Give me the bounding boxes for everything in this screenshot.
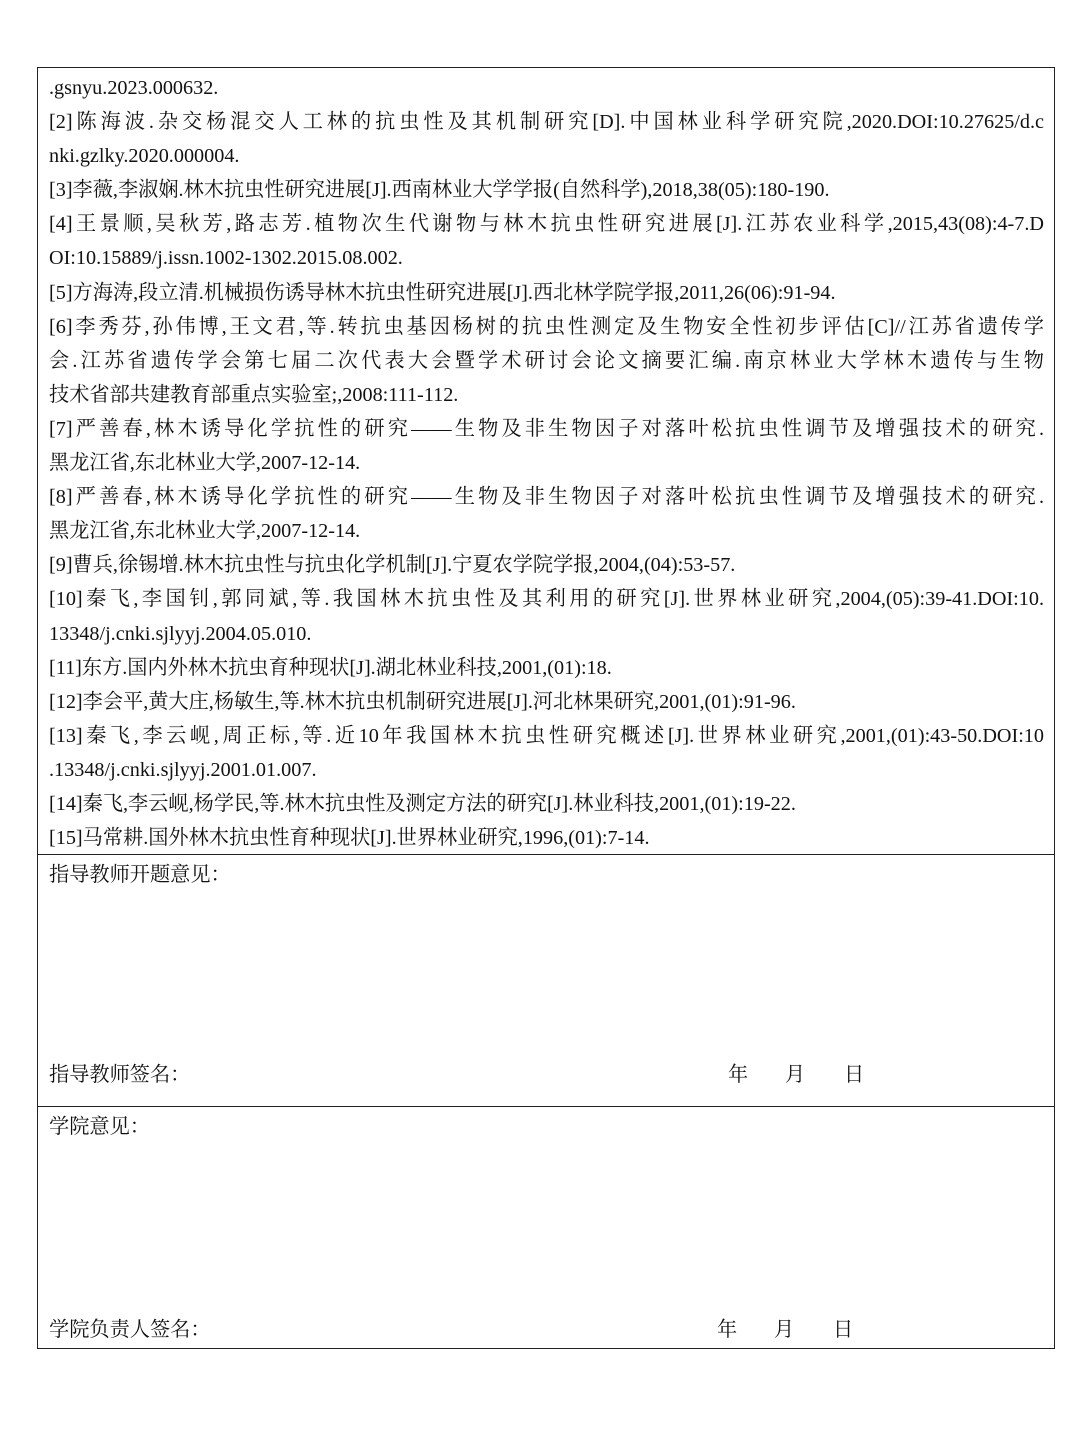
reference-line: [3]李薇,李淑娴.林木抗虫性研究进展[J].西南林业大学学报(自然科学),2018,38(05):180-190. bbox=[49, 179, 830, 202]
reference-line: [13]秦飞,李云岘,周正标,等.近10年我国林木抗虫性研究概述[J].世界林业研究,2001,(01):43-50.DOI:10 bbox=[49, 724, 1044, 747]
reference-line: 会.江苏省遗传学会第七届二次代表大会暨学术研讨会论文摘要汇编.南京林业大学林木遗传与生物 bbox=[49, 349, 1044, 372]
advisor-opinion-title: 指导教师开题意见： bbox=[49, 864, 231, 886]
reference-line: 黑龙江省,东北林业大学,2007-12-14. bbox=[49, 520, 361, 543]
college-opinion-section bbox=[38, 1107, 1054, 1350]
advisor-signature-label: 指导教师签名： bbox=[49, 1064, 191, 1086]
advisor-date-year: 年 bbox=[728, 1064, 749, 1086]
college-date-day: 日 bbox=[833, 1319, 854, 1341]
reference-line: OI:10.15889/j.issn.1002-1302.2015.08.002. bbox=[49, 247, 403, 270]
reference-line: [4]王景顺,吴秋芳,路志芳.植物次生代谢物与林木抗虫性研究进展[J].江苏农业科学,2015,43(08):4-7.D bbox=[49, 213, 1044, 236]
reference-line: 13348/j.cnki.sjlyyj.2004.05.010. bbox=[49, 622, 312, 645]
reference-line: 黑龙江省,东北林业大学,2007-12-14. bbox=[49, 452, 361, 475]
reference-line: 技术省部共建教育部重点实验室;,2008:111-112. bbox=[49, 383, 459, 406]
reference-line: [6]李秀芬,孙伟博,王文君,等.转抗虫基因杨树的抗虫性测定及生物安全性初步评估[C]//江苏省遗传学 bbox=[49, 315, 1044, 338]
reference-line: [2]陈海波.杂交杨混交人工林的抗虫性及其机制研究[D].中国林业科学研究院,2020.DOI:10.27625/d.c bbox=[49, 111, 1044, 134]
college-date-month: 月 bbox=[774, 1319, 795, 1341]
advisor-date-day: 日 bbox=[844, 1064, 865, 1086]
reference-line: [10]秦飞,李国钊,郭同斌,等.我国林木抗虫性及其利用的研究[J].世界林业研究,2004,(05):39-41.DOI:10. bbox=[49, 588, 1044, 611]
reference-line: [8]严善春,林木诱导化学抗性的研究——生物及非生物因子对落叶松抗虫性调节及增强技术的研究. bbox=[49, 486, 1044, 509]
reference-line: .13348/j.cnki.sjlyyj.2001.01.007. bbox=[49, 758, 317, 781]
opening-report-form bbox=[37, 67, 1055, 1349]
college-date-year: 年 bbox=[717, 1319, 738, 1341]
college-signature-label: 学院负责人签名： bbox=[49, 1319, 211, 1341]
reference-line: [5]方海涛,段立清.机械损伤诱导林木抗虫性研究进展[J].西北林学院学报,2011,26(06):91-94. bbox=[49, 281, 836, 304]
reference-line: [9]曹兵,徐锡增.林木抗虫性与抗虫化学机制[J].宁夏农学院学报,2004,(04):53-57. bbox=[49, 554, 736, 577]
reference-line: .gsnyu.2023.000632. bbox=[49, 77, 219, 99]
reference-line: [15]马常耕.国外林木抗虫性育种现状[J].世界林业研究,1996,(01):7-14. bbox=[49, 827, 650, 850]
advisor-date-month: 月 bbox=[785, 1064, 806, 1086]
reference-line: [11]东方.国内外林木抗虫育种现状[J].湖北林业科技,2001,(01):18. bbox=[49, 656, 612, 679]
reference-line: [7]严善春,林木诱导化学抗性的研究——生物及非生物因子对落叶松抗虫性调节及增强技术的研究. bbox=[49, 417, 1044, 440]
advisor-opinion-section bbox=[38, 855, 1054, 1107]
reference-line: [14]秦飞,李云岘,杨学民,等.林木抗虫性及测定方法的研究[J].林业科技,2001,(01):19-22. bbox=[49, 792, 796, 815]
reference-line: nki.gzlky.2020.000004. bbox=[49, 145, 240, 168]
college-opinion-title: 学院意见： bbox=[49, 1116, 150, 1138]
references-section bbox=[38, 68, 1054, 855]
reference-line: [12]李会平,黄大庄,杨敏生,等.林木抗虫机制研究进展[J].河北林果研究,2001,(01):91-96. bbox=[49, 690, 796, 713]
